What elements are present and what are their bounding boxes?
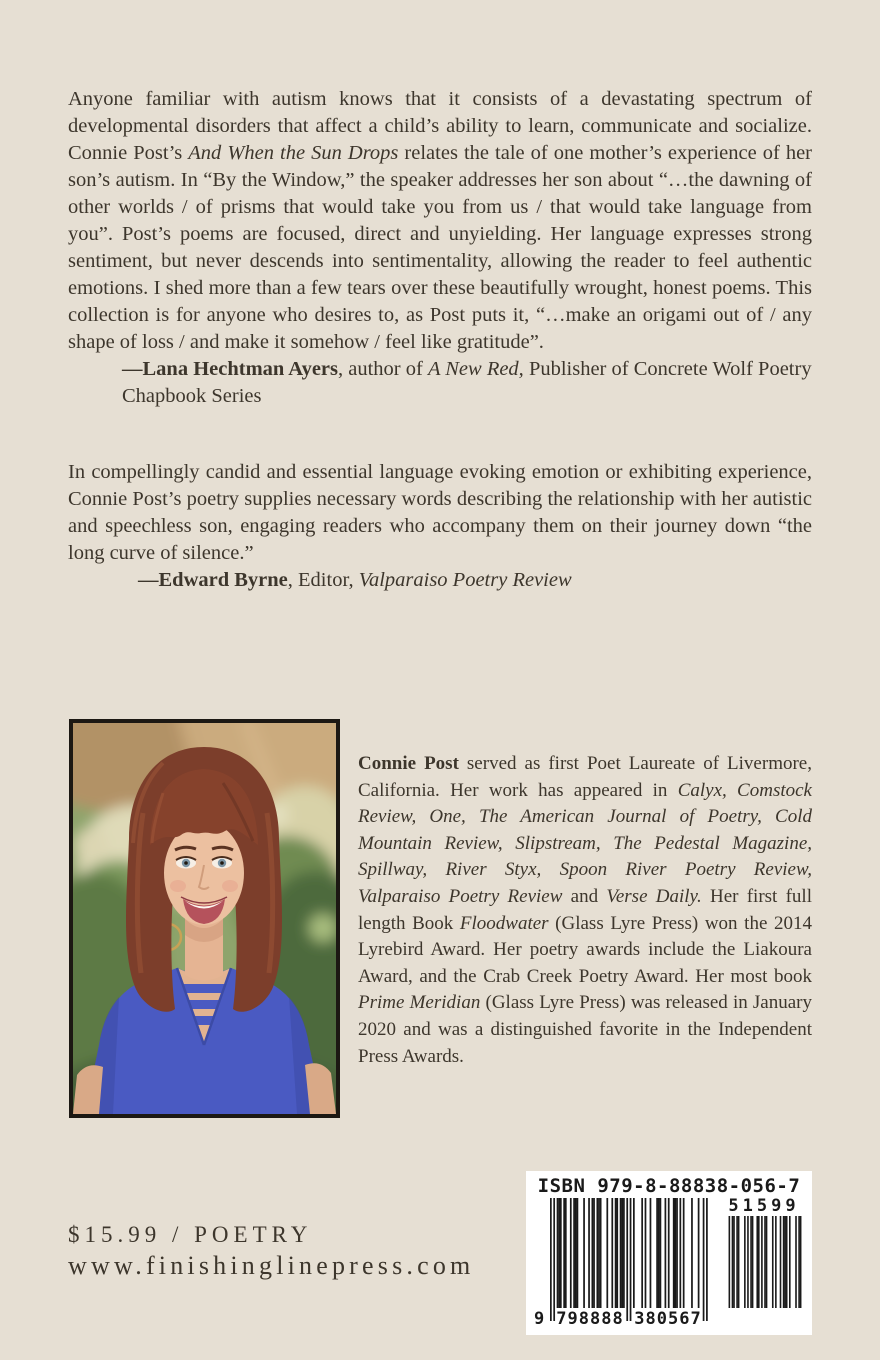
text-segment: Publisher of Concrete Wolf Poetry Chapbook Series	[122, 358, 812, 407]
author-photo-illustration	[73, 723, 336, 1114]
barcode-digit-left: 9	[534, 1309, 545, 1329]
text-segment: —Edward Byrne	[138, 569, 288, 591]
text-segment: Verse Daily.	[606, 885, 702, 907]
text-segment: Connie Post	[358, 753, 459, 774]
barcode-svg	[526, 1171, 812, 1335]
text-segment: , Editor,	[287, 569, 359, 591]
text-segment: Calyx, Comstock Review, One, The American Journal of Poetry, Cold Mountain Review, Slipstream, The Pedestal Magazine, Spillway, River Styx, Spoon River Poetry Review, Valparaiso Poetry Review	[358, 779, 812, 907]
text-segment: —Lana Hechtman Ayers	[122, 358, 339, 380]
text-segment: and	[562, 885, 607, 907]
text-segment: , author of	[338, 358, 428, 380]
barcode-digit-group2: 380567	[634, 1309, 702, 1329]
author-bio	[358, 751, 812, 1070]
barcode-digit-group1: 798888	[556, 1309, 624, 1329]
barcode-isbn-label: ISBN 979-8-88838-056-7	[537, 1175, 801, 1197]
barcode-supplement-digits: 51599	[728, 1196, 800, 1216]
text-segment: In compellingly candid and essential language evoking emotion or exhibiting experience, Connie Post’s poetry supplies necessary words describing the relationship with her autistic and speechless son, engaging readers who accompany them on their journey down “the long curve of silence.”	[68, 461, 812, 564]
footer	[68, 1222, 474, 1281]
text-segment: Anyone familiar with autism knows that it consists of a devastating spectrum of developmental disorders that affect a child’s ability to learn, communicate and socialize. Connie Post’s	[68, 88, 812, 164]
author-photo	[69, 719, 340, 1118]
text-segment: And When the Sun Drops	[188, 142, 399, 164]
review-blurb-1-attribution	[68, 356, 812, 410]
text-segment: Her first full length Book	[358, 885, 812, 934]
review-blurb-2-attribution	[68, 567, 812, 594]
text-segment: (Glass Lyre Press) was released in January 2020 and was a distinguished favorite in the Independent Press Awards.	[358, 992, 812, 1067]
text-segment: relates the tale of one mother’s experience of her son’s autism. In “By the Window,” the speaker addresses her son about “…the dawning of other worlds / of prisms that would take you from us / that would take language from you”. Post’s poems are focused, direct and unyielding. Her language expresses strong sentiment, but never descends into sentimentality, allowing the reader to feel authentic emotions. I shed more than a few tears over these beautifully wrought, honest poems. This collection is for anyone who desires to, as Post puts it, “…make an origami out of / any shape of loss / and make it somehow / feel like gratitude”.	[68, 142, 812, 353]
review-blurb-1	[68, 86, 812, 410]
publisher-website: www.finishinglinepress.com	[68, 1251, 475, 1280]
text-segment: A New Red,	[427, 358, 524, 380]
text-segment: Valparaiso Poetry Review	[358, 569, 572, 591]
text-segment: Prime Meridian	[358, 992, 481, 1014]
text-segment: (Glass Lyre Press) won the 2014 Lyrebird Award. Her poetry awards include the Liakoura Award, and the Crab Creek Poetry Award. Her most book	[358, 912, 812, 987]
text-segment: served as first Poet Laureate of Livermore, California. Her work has appeared in	[358, 753, 812, 801]
review-blurb-1-text	[68, 86, 812, 356]
barcode-bars	[550, 1198, 801, 1321]
review-blurb-2	[68, 459, 812, 594]
price-category: $15.99 / POETRY	[68, 1222, 313, 1247]
barcode	[526, 1171, 812, 1335]
review-blurb-2-text	[68, 459, 812, 567]
text-segment: Floodwater	[459, 912, 549, 934]
